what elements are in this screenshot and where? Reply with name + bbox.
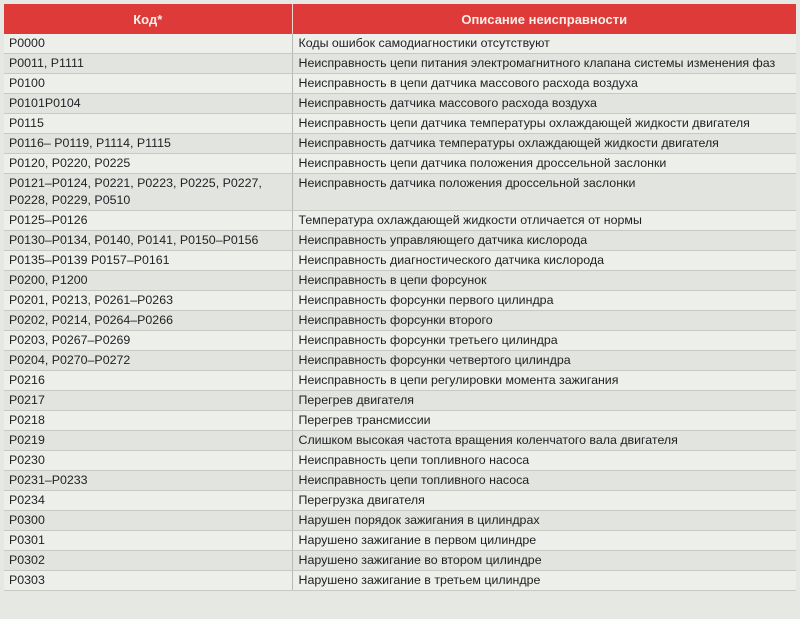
table-row	[4, 134, 796, 154]
header-description: Описание неисправности	[292, 4, 796, 34]
header-row	[4, 4, 796, 34]
code-cell: P0130–P0134, P0140, P0141, P0150–P0156	[4, 231, 292, 251]
table-row	[4, 74, 796, 94]
table-row	[4, 331, 796, 351]
table-row	[4, 571, 796, 591]
description-cell: Неисправность датчика массового расхода воздуха	[292, 94, 796, 114]
code-cell: P0301	[4, 531, 292, 551]
table-row	[4, 391, 796, 411]
table-row	[4, 511, 796, 531]
table-row	[4, 351, 796, 371]
code-cell: P0202, P0214, P0264–P0266	[4, 311, 292, 331]
table-row	[4, 154, 796, 174]
description-cell: Неисправность в цепи форсунок	[292, 271, 796, 291]
code-cell: P0219	[4, 431, 292, 451]
description-cell: Неисправность цепи топливного насоса	[292, 471, 796, 491]
code-cell: P0217	[4, 391, 292, 411]
table-header	[4, 4, 796, 34]
code-cell: P0100	[4, 74, 292, 94]
code-cell: P0101P0104	[4, 94, 292, 114]
description-cell: Неисправность форсунки второго	[292, 311, 796, 331]
header-code: Код*	[4, 4, 292, 34]
table-row	[4, 114, 796, 134]
table-row	[4, 531, 796, 551]
table-row	[4, 431, 796, 451]
table-row	[4, 311, 796, 331]
description-cell: Неисправность цепи топливного насоса	[292, 451, 796, 471]
code-cell: P0216	[4, 371, 292, 391]
code-cell: P0000	[4, 34, 292, 54]
description-cell: Коды ошибок самодиагностики отсутствуют	[292, 34, 796, 54]
code-cell: P0120, P0220, P0225	[4, 154, 292, 174]
code-cell: P0234	[4, 491, 292, 511]
table-body	[4, 34, 796, 591]
description-cell: Слишком высокая частота вращения коленчатого вала двигателя	[292, 431, 796, 451]
table-row	[4, 251, 796, 271]
code-cell: P0201, P0213, P0261–P0263	[4, 291, 292, 311]
description-cell: Нарушено зажигание во втором цилиндре	[292, 551, 796, 571]
code-cell: P0200, P1200	[4, 271, 292, 291]
code-cell: P0230	[4, 451, 292, 471]
code-cell: P0116– P0119, P1114, P1115	[4, 134, 292, 154]
table-row	[4, 211, 796, 231]
description-cell: Неисправность управляющего датчика кислорода	[292, 231, 796, 251]
description-cell: Неисправность цепи датчика температуры охлаждающей жидкости двигателя	[292, 114, 796, 134]
code-cell: P0204, P0270–P0272	[4, 351, 292, 371]
code-cell: P0300	[4, 511, 292, 531]
table-row	[4, 411, 796, 431]
description-cell: Нарушено зажигание в третьем цилиндре	[292, 571, 796, 591]
table-row	[4, 271, 796, 291]
table-row	[4, 371, 796, 391]
table-row	[4, 451, 796, 471]
code-cell: P0218	[4, 411, 292, 431]
table-row	[4, 94, 796, 114]
description-cell: Неисправность цепи питания электромагнитного клапана системы изменения фаз	[292, 54, 796, 74]
table-row	[4, 551, 796, 571]
description-cell: Неисправность в цепи регулировки момента зажигания	[292, 371, 796, 391]
description-cell: Неисправность в цепи датчика массового расхода воздуха	[292, 74, 796, 94]
code-cell: P0302	[4, 551, 292, 571]
description-cell: Перегрев двигателя	[292, 391, 796, 411]
description-cell: Неисправность датчика температуры охлаждающей жидкости двигателя	[292, 134, 796, 154]
description-cell: Неисправность цепи датчика положения дроссельной заслонки	[292, 154, 796, 174]
description-cell: Перегрев трансмиссии	[292, 411, 796, 431]
table-row	[4, 471, 796, 491]
code-cell: P0303	[4, 571, 292, 591]
description-cell: Нарушено зажигание в первом цилиндре	[292, 531, 796, 551]
code-cell: P0121–P0124, P0221, P0223, P0225, P0227, P0228, P0229, P0510	[4, 174, 292, 211]
error-codes-table	[4, 4, 796, 591]
description-cell: Неисправность датчика положения дроссельной заслонки	[292, 174, 796, 211]
description-cell: Неисправность форсунки первого цилиндра	[292, 291, 796, 311]
table-row	[4, 174, 796, 211]
code-cell: P0203, P0267–P0269	[4, 331, 292, 351]
description-cell: Перегрузка двигателя	[292, 491, 796, 511]
table-row	[4, 491, 796, 511]
code-cell: P0011, P1111	[4, 54, 292, 74]
description-cell: Нарушен порядок зажигания в цилиндрах	[292, 511, 796, 531]
description-cell: Неисправность форсунки третьего цилиндра	[292, 331, 796, 351]
description-cell: Температура охлаждающей жидкости отличается от нормы	[292, 211, 796, 231]
code-cell: P0135–P0139 P0157–P0161	[4, 251, 292, 271]
table-row	[4, 291, 796, 311]
table-row	[4, 54, 796, 74]
description-cell: Неисправность форсунки четвертого цилиндра	[292, 351, 796, 371]
description-cell: Неисправность диагностического датчика кислорода	[292, 251, 796, 271]
table-row	[4, 231, 796, 251]
code-cell: P0231–P0233	[4, 471, 292, 491]
table-row	[4, 34, 796, 54]
code-cell: P0125–P0126	[4, 211, 292, 231]
code-cell: P0115	[4, 114, 292, 134]
